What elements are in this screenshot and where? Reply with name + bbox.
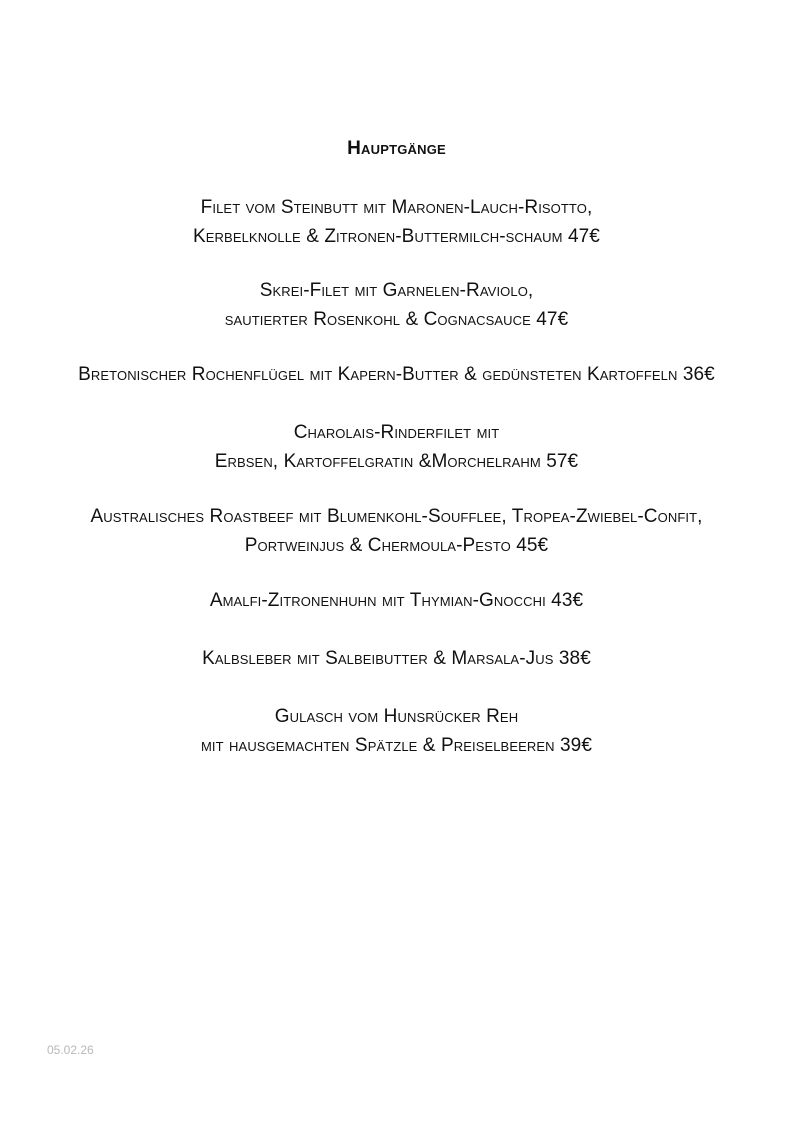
dish-line: Australisches Roastbeef mit Blumenkohl-Soufflee, Tropea-Zwiebel-Confit, (90, 506, 703, 527)
dish-line: Amalfi-Zitronenhuhn mit Thymian-Gnocchi 43€ (209, 590, 584, 611)
dish-line: Bretonischer Rochenflügel mit Kapern-Butter & gedünsteten Kartoffeln 36€ (78, 364, 715, 385)
dish-line: Kerbelknolle & Zitronen-Buttermilch-schaum 47€ (193, 226, 600, 247)
dish-line: mit hausgemachten Spätzle & Preiselbeeren 39€ (201, 735, 592, 756)
dish-item (0, 360, 793, 389)
dish-item (0, 193, 793, 251)
dish-item (0, 418, 793, 476)
dish-line: Kalbsleber mit Salbeibutter & Marsala-Jus 38€ (202, 648, 591, 669)
dish-line: Filet vom Steinbutt mit Maronen-Lauch-Risotto, (200, 197, 593, 218)
dish-line: Skrei-Filet mit Garnelen-Raviolo, (259, 280, 534, 301)
dish-item (0, 502, 793, 560)
dish-item (0, 276, 793, 334)
footer-date: 05.02.26 (47, 1043, 94, 1057)
dish-line: Portweinjus & Chermoula-Pesto 45€ (244, 535, 549, 556)
dish-line: Gulasch vom Hunsrücker Reh (274, 706, 519, 727)
menu-heading: Hauptgänge (347, 138, 446, 159)
dish-line: Erbsen, Kartoffelgratin &Morchelrahm 57€ (214, 451, 579, 472)
dish-line: sautierter Rosenkohl & Cognacsauce 47€ (224, 309, 569, 330)
dish-item (0, 644, 793, 673)
dish-item (0, 702, 793, 760)
dish-item (0, 586, 793, 615)
dish-line: Charolais-Rinderfilet mit (293, 422, 500, 443)
